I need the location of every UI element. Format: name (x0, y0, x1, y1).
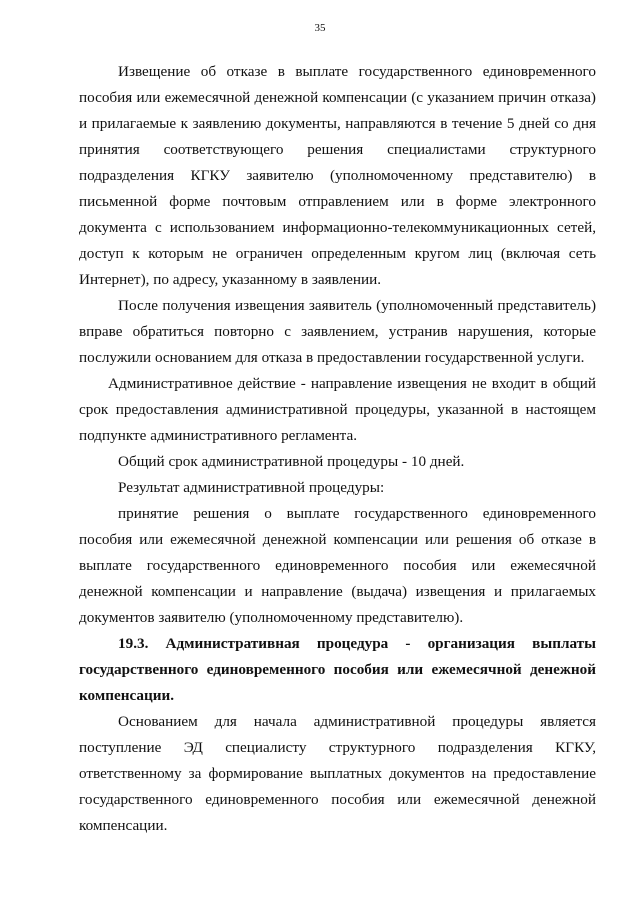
paragraph-refusal-notice: Извещение об отказе в выплате государственного единовременного пособия или ежемесячной денежной компенсации (с указанием причин отказа) и прилагаемые к заявлению документы, направляются в течение 5 дней со дня принятия соответствующего решения специалистами структурного подразделения КГКУ заявителю (уполномоченному представителю) в письменной форме почтовым отправлением или в форме электронного документа с использованием информационно-телекоммуникационных сетей, доступ к которым не ограничен определенным кругом лиц (включая сеть Интернет), по адресу, указанному в заявлении. (79, 63, 596, 288)
document-body (79, 59, 596, 839)
paragraph-reapply: После получения извещения заявитель (уполномоченный представитель) вправе обратиться повторно с заявлением, устранив нарушения, которые послужили основанием для отказа в предоставлении государственной услуги. (79, 297, 596, 366)
page-number: 35 (314, 22, 326, 34)
paragraph-result-description: принятие решения о выплате государственного единовременного пособия или ежемесячной денежной компенсации или решения об отказе в выплате государственного единовременного пособия или ежемесячной денежной компенсации и направление (выдача) извещения и прилагаемых документов заявителю (уполномоченному представителю). (79, 505, 596, 626)
paragraph-administrative-action: Административное действие - направление извещения не входит в общий срок предоставления административной процедуры, указанной в настоящем подпункте административного регламента. (79, 375, 596, 444)
paragraph-result-label: Результат административной процедуры: (118, 479, 385, 496)
paragraph-total-duration: Общий срок административной процедуры - 10 дней. (118, 453, 465, 470)
section-heading-19-3: 19.3. Административная процедура - организация выплаты государственного единовременного пособия или ежемесячной денежной компенсации. (79, 635, 596, 704)
paragraph-basis: Основанием для начала административной процедуры является поступление ЭД специалисту структурного подразделения КГКУ, ответственному за формирование выплатных документов на предоставление государственного единовременного пособия или ежемесячной денежной компенсации. (79, 713, 596, 834)
